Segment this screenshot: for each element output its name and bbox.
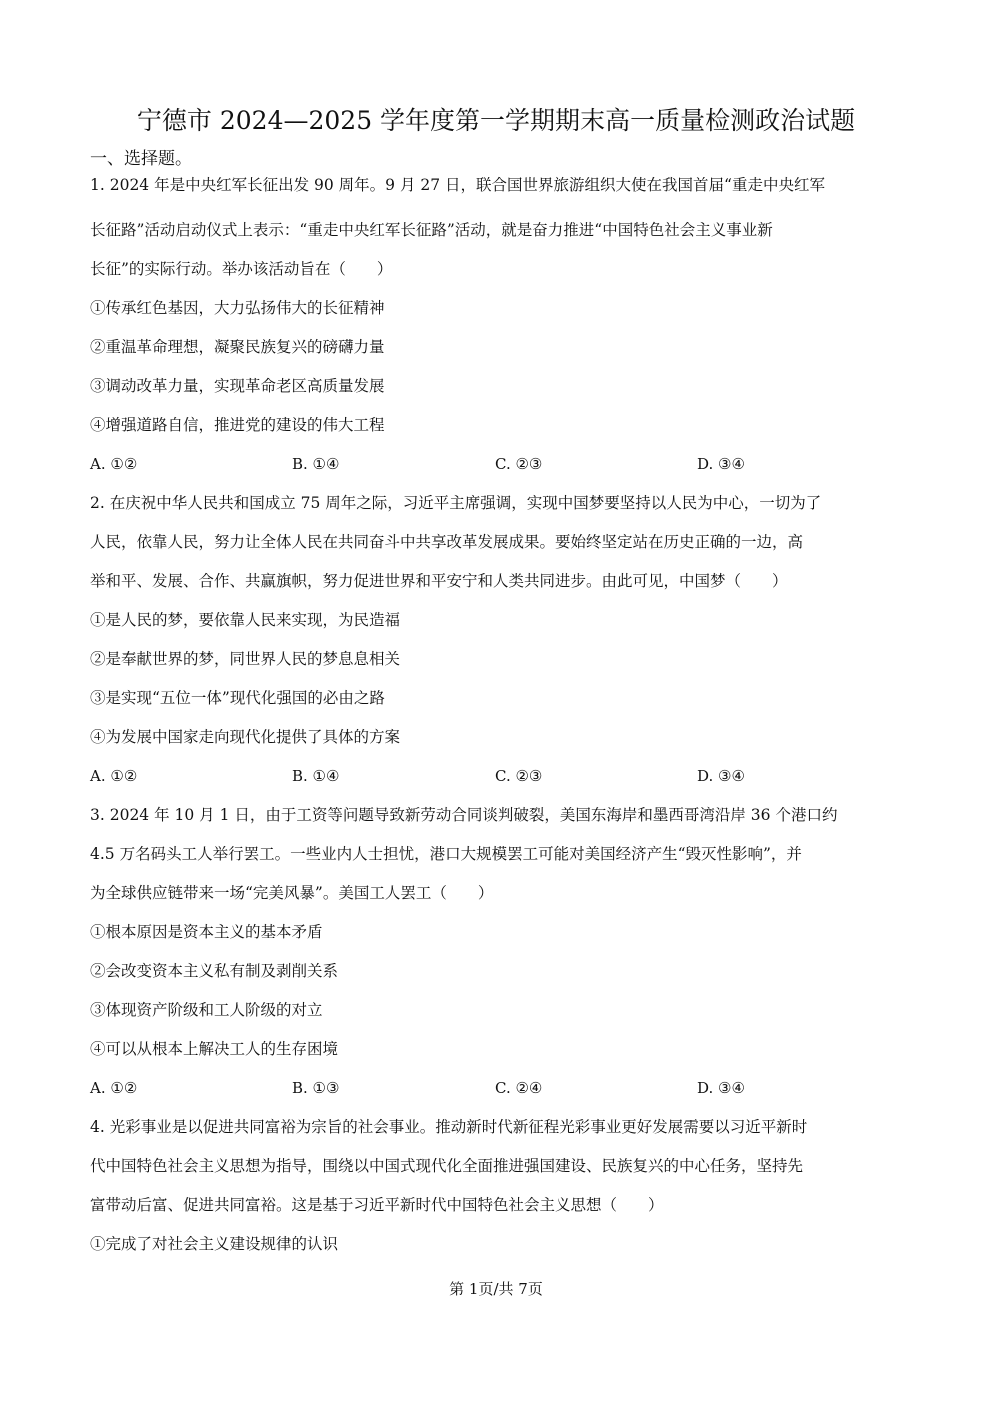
question-2-stem-line-1: 2. 在庆祝中华人民共和国成立 75 周年之际，习近平主席强调，实现中国梦要坚持以人民为中心，一切为了 xyxy=(90,494,822,512)
question-1-item-1: ①传承红色基因，大力弘扬伟大的长征精神 xyxy=(90,299,385,317)
question-1-option-d[interactable]: D. ③④ xyxy=(697,455,745,473)
question-1-stem-line-3: 长征”的实际行动。举办该活动旨在（ ） xyxy=(90,260,393,278)
page-footer: 第 1页/共 7页 xyxy=(449,1280,543,1298)
question-2-item-4: ④为发展中国家走向现代化提供了具体的方案 xyxy=(90,728,401,746)
question-1-option-b[interactable]: B. ①④ xyxy=(292,455,340,473)
question-3-option-c[interactable]: C. ②④ xyxy=(495,1079,543,1097)
question-2-option-b[interactable]: B. ①④ xyxy=(292,767,340,785)
question-2-option-d[interactable]: D. ③④ xyxy=(697,767,745,785)
question-3-stem-line-3: 为全球供应链带来一场“完美风暴”。美国工人罢工（ ） xyxy=(90,884,494,902)
question-1-option-a[interactable]: A. ①② xyxy=(90,455,138,473)
question-2-option-c[interactable]: C. ②③ xyxy=(495,767,543,785)
question-3-item-2: ②会改变资本主义私有制及剥削关系 xyxy=(90,962,339,980)
question-3-stem-line-1: 3. 2024 年 10 月 1 日，由于工资等问题导致新劳动合同谈判破裂，美国东海岸和墨西哥湾沿岸 36 个港口约 xyxy=(90,806,838,824)
question-2-item-1: ①是人民的梦，要依靠人民来实现，为民造福 xyxy=(90,611,401,629)
question-2-item-2: ②是奉献世界的梦，同世界人民的梦息息相关 xyxy=(90,650,401,668)
question-2-stem-line-3: 举和平、发展、合作、共赢旗帜，努力促进世界和平安宁和人类共同进步。由此可见，中国梦（ ） xyxy=(90,572,788,590)
question-2-stem-line-2: 人民，依靠人民，努力让全体人民在共同奋斗中共享改革发展成果。要始终坚定站在历史正确的一边，高 xyxy=(90,533,804,551)
question-1-item-4: ④增强道路自信，推进党的建设的伟大工程 xyxy=(90,416,385,434)
question-4-stem-line-2: 代中国特色社会主义思想为指导，围绕以中国式现代化全面推进强国建设、民族复兴的中心任务，坚持先 xyxy=(90,1157,804,1175)
question-3-item-1: ①根本原因是资本主义的基本矛盾 xyxy=(90,923,323,941)
question-3-option-b[interactable]: B. ①③ xyxy=(292,1079,340,1097)
exam-title: 宁德市 2024—2025 学年度第一学期期末高一质量检测政治试题 xyxy=(136,106,856,135)
question-1-option-c[interactable]: C. ②③ xyxy=(495,455,543,473)
section-heading: 一、选择题。 xyxy=(90,149,192,169)
question-4-item-1: ①完成了对社会主义建设规律的认识 xyxy=(90,1235,339,1253)
question-3-option-a[interactable]: A. ①② xyxy=(90,1079,138,1097)
question-1-item-3: ③调动改革力量，实现革命老区高质量发展 xyxy=(90,377,385,395)
question-1-stem-line-1: 1. 2024 年是中央红军长征出发 90 周年。9 月 27 日，联合国世界旅游组织大使在我国首届“重走中央红军 xyxy=(90,176,825,194)
question-3-item-4: ④可以从根本上解决工人的生存困境 xyxy=(90,1040,339,1058)
question-2-item-3: ③是实现“五位一体”现代化强国的必由之路 xyxy=(90,689,385,707)
question-3-stem-line-2: 4.5 万名码头工人举行罢工。一些业内人士担忧，港口大规模罢工可能对美国经济产生“毁灭性影响”，并 xyxy=(90,845,802,863)
question-3-item-3: ③体现资产阶级和工人阶级的对立 xyxy=(90,1001,323,1019)
question-3-option-d[interactable]: D. ③④ xyxy=(697,1079,745,1097)
question-4-stem-line-1: 4. 光彩事业是以促进共同富裕为宗旨的社会事业。推动新时代新征程光彩事业更好发展需要以习近平新时 xyxy=(90,1118,808,1136)
question-1-item-2: ②重温革命理想，凝聚民族复兴的磅礴力量 xyxy=(90,338,385,356)
question-4-stem-line-3: 富带动后富、促进共同富裕。这是基于习近平新时代中国特色社会主义思想（ ） xyxy=(90,1196,664,1214)
question-2-option-a[interactable]: A. ①② xyxy=(90,767,138,785)
question-1-stem-line-2: 长征路”活动启动仪式上表示：“重走中央红军长征路”活动，就是奋力推进“中国特色社会主义事业新 xyxy=(90,221,773,239)
